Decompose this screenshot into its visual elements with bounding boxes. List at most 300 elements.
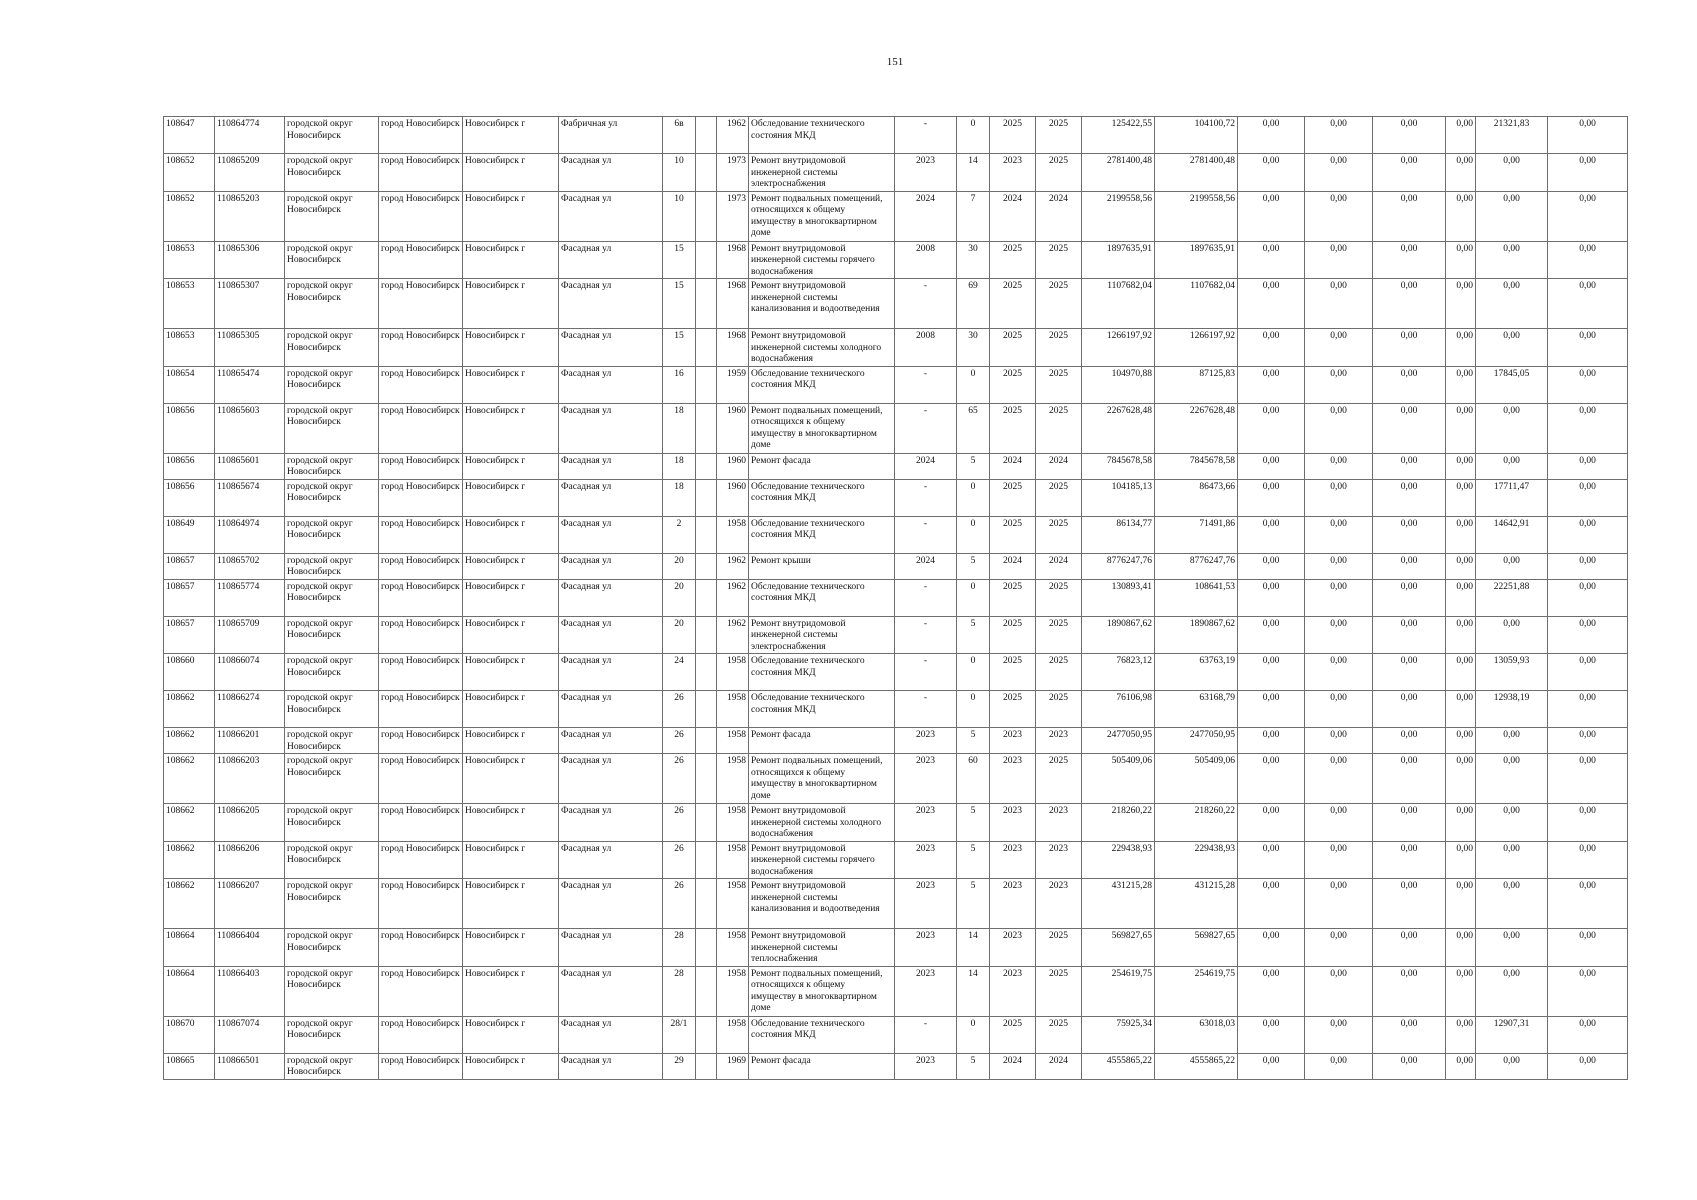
cell-extra-funds: 0,00 bbox=[1548, 191, 1628, 241]
cell-plan-end-year: 2024 bbox=[1036, 191, 1082, 241]
cell-local-funds: 0,00 bbox=[1373, 579, 1446, 616]
cell-last-repair-year: 2023 bbox=[895, 966, 957, 1016]
cell-settlement: город Новосибирск bbox=[379, 728, 463, 754]
cell-work-type: Обследование технического состояния МКД bbox=[749, 366, 895, 403]
cell-municipality: городской округ Новосибирск bbox=[285, 154, 379, 192]
cell-fund-cost: 2267628,48 bbox=[1155, 403, 1238, 453]
cell-total-cost: 4555865,22 bbox=[1082, 1053, 1155, 1079]
cell-build-year: 1958 bbox=[717, 1016, 749, 1053]
cell-last-repair-year: 2008 bbox=[895, 241, 957, 279]
cell-object-id: 110865601 bbox=[215, 453, 285, 479]
cell-federal-funds: 0,00 bbox=[1238, 579, 1305, 616]
cell-fund-cost: 1107682,04 bbox=[1155, 279, 1238, 329]
cell-federal-funds: 0,00 bbox=[1238, 728, 1305, 754]
cell-extra-funds: 0,00 bbox=[1548, 804, 1628, 842]
cell-plan-end-year: 2023 bbox=[1036, 879, 1082, 929]
cell-locality: Новосибирск г bbox=[463, 728, 559, 754]
cell-plan-start-year: 2025 bbox=[990, 241, 1036, 279]
cell-work-type: Ремонт подвальных помещений, относящихся к общему имуществу в многоквартирном доме bbox=[749, 754, 895, 804]
cell-wear-percent: 69 bbox=[957, 279, 990, 329]
cell-street: Фасадная ул bbox=[559, 1016, 663, 1053]
cell-fund-cost: 71491,86 bbox=[1155, 516, 1238, 553]
cell-fund-cost: 63018,03 bbox=[1155, 1016, 1238, 1053]
cell-regional-funds: 0,00 bbox=[1305, 929, 1373, 967]
cell-municipality: городской округ Новосибирск bbox=[285, 241, 379, 279]
cell-plan-start-year: 2024 bbox=[990, 1053, 1036, 1079]
cell-federal-funds: 0,00 bbox=[1238, 117, 1305, 154]
cell-regional-funds: 0,00 bbox=[1305, 754, 1373, 804]
cell-federal-funds: 0,00 bbox=[1238, 154, 1305, 192]
cell-build-year: 1960 bbox=[717, 403, 749, 453]
cell-work-type: Ремонт подвальных помещений, относящихся к общему имуществу в многоквартирном доме bbox=[749, 403, 895, 453]
cell-object-id: 110865305 bbox=[215, 329, 285, 367]
cell-house-number: 10 bbox=[663, 154, 696, 192]
cell-total-cost: 75925,34 bbox=[1082, 1016, 1155, 1053]
cell-last-repair-year: - bbox=[895, 279, 957, 329]
cell-local-funds: 0,00 bbox=[1373, 479, 1446, 516]
cell-object-id: 110865306 bbox=[215, 241, 285, 279]
cell-municipality: городской округ Новосибирск bbox=[285, 329, 379, 367]
table-body bbox=[164, 117, 1628, 1080]
cell-street: Фасадная ул bbox=[559, 191, 663, 241]
cell-extra-funds: 0,00 bbox=[1548, 616, 1628, 654]
cell-local-funds: 0,00 bbox=[1373, 191, 1446, 241]
cell-wear-percent: 0 bbox=[957, 366, 990, 403]
cell-last-repair-year: - bbox=[895, 616, 957, 654]
cell-federal-funds: 0,00 bbox=[1238, 279, 1305, 329]
cell-total-cost: 1890867,62 bbox=[1082, 616, 1155, 654]
cell-owner-funds: 21321,83 bbox=[1476, 117, 1548, 154]
cell-plan-start-year: 2023 bbox=[990, 879, 1036, 929]
cell-street: Фасадная ул bbox=[559, 804, 663, 842]
cell-build-year: 1973 bbox=[717, 191, 749, 241]
cell-total-cost: 229438,93 bbox=[1082, 841, 1155, 879]
cell-house-id: 108652 bbox=[164, 191, 215, 241]
cell-municipality: городской округ Новосибирск bbox=[285, 728, 379, 754]
cell-street: Фасадная ул bbox=[559, 1053, 663, 1079]
cell-settlement: город Новосибирск bbox=[379, 1016, 463, 1053]
cell-object-id: 110864774 bbox=[215, 117, 285, 154]
cell-local-funds: 0,00 bbox=[1373, 329, 1446, 367]
cell-owner-funds: 17711,47 bbox=[1476, 479, 1548, 516]
cell-settlement: город Новосибирск bbox=[379, 929, 463, 967]
cell-house-id: 108670 bbox=[164, 1016, 215, 1053]
cell-total-cost: 2477050,95 bbox=[1082, 728, 1155, 754]
cell-owner-funds: 0,00 bbox=[1476, 241, 1548, 279]
cell-object-id: 110865674 bbox=[215, 479, 285, 516]
cell-settlement: город Новосибирск bbox=[379, 279, 463, 329]
cell-fund-cost: 108641,53 bbox=[1155, 579, 1238, 616]
cell-plan-start-year: 2025 bbox=[990, 654, 1036, 691]
cell-object-id: 110865307 bbox=[215, 279, 285, 329]
cell-other-funds: 0,00 bbox=[1446, 966, 1476, 1016]
cell-building bbox=[696, 553, 717, 579]
cell-local-funds: 0,00 bbox=[1373, 366, 1446, 403]
cell-wear-percent: 0 bbox=[957, 516, 990, 553]
cell-total-cost: 76823,12 bbox=[1082, 654, 1155, 691]
cell-locality: Новосибирск г bbox=[463, 117, 559, 154]
cell-fund-cost: 86473,66 bbox=[1155, 479, 1238, 516]
cell-settlement: город Новосибирск bbox=[379, 191, 463, 241]
cell-extra-funds: 0,00 bbox=[1548, 1053, 1628, 1079]
cell-last-repair-year: 2023 bbox=[895, 841, 957, 879]
cell-extra-funds: 0,00 bbox=[1548, 691, 1628, 728]
cell-fund-cost: 2781400,48 bbox=[1155, 154, 1238, 192]
cell-house-id: 108665 bbox=[164, 1053, 215, 1079]
cell-settlement: город Новосибирск bbox=[379, 879, 463, 929]
cell-object-id: 110866203 bbox=[215, 754, 285, 804]
cell-regional-funds: 0,00 bbox=[1305, 804, 1373, 842]
cell-building bbox=[696, 191, 717, 241]
cell-fund-cost: 87125,83 bbox=[1155, 366, 1238, 403]
cell-fund-cost: 229438,93 bbox=[1155, 841, 1238, 879]
cell-extra-funds: 0,00 bbox=[1548, 516, 1628, 553]
cell-object-id: 110865209 bbox=[215, 154, 285, 192]
cell-locality: Новосибирск г bbox=[463, 579, 559, 616]
cell-plan-start-year: 2025 bbox=[990, 1016, 1036, 1053]
cell-plan-start-year: 2025 bbox=[990, 616, 1036, 654]
cell-other-funds: 0,00 bbox=[1446, 728, 1476, 754]
cell-total-cost: 2267628,48 bbox=[1082, 403, 1155, 453]
cell-last-repair-year: 2008 bbox=[895, 329, 957, 367]
cell-object-id: 110866404 bbox=[215, 929, 285, 967]
cell-regional-funds: 0,00 bbox=[1305, 691, 1373, 728]
cell-wear-percent: 5 bbox=[957, 804, 990, 842]
cell-fund-cost: 8776247,76 bbox=[1155, 553, 1238, 579]
cell-wear-percent: 5 bbox=[957, 453, 990, 479]
cell-other-funds: 0,00 bbox=[1446, 579, 1476, 616]
cell-municipality: городской округ Новосибирск bbox=[285, 516, 379, 553]
cell-object-id: 110866403 bbox=[215, 966, 285, 1016]
table-row bbox=[164, 241, 1628, 279]
cell-locality: Новосибирск г bbox=[463, 366, 559, 403]
capital-repair-table bbox=[163, 116, 1628, 1080]
cell-extra-funds: 0,00 bbox=[1548, 1016, 1628, 1053]
cell-municipality: городской округ Новосибирск bbox=[285, 804, 379, 842]
cell-extra-funds: 0,00 bbox=[1548, 966, 1628, 1016]
cell-street: Фасадная ул bbox=[559, 279, 663, 329]
cell-total-cost: 8776247,76 bbox=[1082, 553, 1155, 579]
cell-house-number: 15 bbox=[663, 279, 696, 329]
cell-settlement: город Новосибирск bbox=[379, 754, 463, 804]
cell-other-funds: 0,00 bbox=[1446, 191, 1476, 241]
cell-other-funds: 0,00 bbox=[1446, 691, 1476, 728]
cell-plan-start-year: 2025 bbox=[990, 117, 1036, 154]
cell-last-repair-year: 2023 bbox=[895, 154, 957, 192]
cell-owner-funds: 0,00 bbox=[1476, 191, 1548, 241]
cell-settlement: город Новосибирск bbox=[379, 654, 463, 691]
cell-owner-funds: 0,00 bbox=[1476, 279, 1548, 329]
cell-building bbox=[696, 754, 717, 804]
cell-total-cost: 130893,41 bbox=[1082, 579, 1155, 616]
cell-owner-funds: 0,00 bbox=[1476, 616, 1548, 654]
cell-locality: Новосибирск г bbox=[463, 804, 559, 842]
cell-federal-funds: 0,00 bbox=[1238, 191, 1305, 241]
cell-total-cost: 254619,75 bbox=[1082, 966, 1155, 1016]
table-row bbox=[164, 1016, 1628, 1053]
cell-owner-funds: 0,00 bbox=[1476, 841, 1548, 879]
cell-house-id: 108654 bbox=[164, 366, 215, 403]
cell-fund-cost: 254619,75 bbox=[1155, 966, 1238, 1016]
cell-wear-percent: 0 bbox=[957, 117, 990, 154]
cell-house-number: 26 bbox=[663, 691, 696, 728]
cell-building bbox=[696, 841, 717, 879]
table-row bbox=[164, 754, 1628, 804]
cell-wear-percent: 0 bbox=[957, 654, 990, 691]
cell-last-repair-year: - bbox=[895, 691, 957, 728]
cell-other-funds: 0,00 bbox=[1446, 1016, 1476, 1053]
cell-work-type: Обследование технического состояния МКД bbox=[749, 117, 895, 154]
cell-municipality: городской округ Новосибирск bbox=[285, 479, 379, 516]
cell-work-type: Ремонт внутридомовой инженерной системы канализования и водоотведения bbox=[749, 279, 895, 329]
cell-wear-percent: 14 bbox=[957, 966, 990, 1016]
cell-building bbox=[696, 329, 717, 367]
cell-wear-percent: 5 bbox=[957, 1053, 990, 1079]
cell-other-funds: 0,00 bbox=[1446, 754, 1476, 804]
cell-plan-end-year: 2025 bbox=[1036, 691, 1082, 728]
cell-build-year: 1968 bbox=[717, 329, 749, 367]
cell-owner-funds: 0,00 bbox=[1476, 154, 1548, 192]
cell-federal-funds: 0,00 bbox=[1238, 1053, 1305, 1079]
cell-owner-funds: 13059,93 bbox=[1476, 654, 1548, 691]
cell-regional-funds: 0,00 bbox=[1305, 841, 1373, 879]
cell-municipality: городской округ Новосибирск bbox=[285, 191, 379, 241]
cell-house-id: 108662 bbox=[164, 691, 215, 728]
cell-extra-funds: 0,00 bbox=[1548, 929, 1628, 967]
cell-local-funds: 0,00 bbox=[1373, 966, 1446, 1016]
cell-work-type: Обследование технического состояния МКД bbox=[749, 654, 895, 691]
cell-street: Фасадная ул bbox=[559, 516, 663, 553]
cell-plan-end-year: 2025 bbox=[1036, 616, 1082, 654]
cell-local-funds: 0,00 bbox=[1373, 929, 1446, 967]
cell-federal-funds: 0,00 bbox=[1238, 453, 1305, 479]
cell-settlement: город Новосибирск bbox=[379, 841, 463, 879]
cell-federal-funds: 0,00 bbox=[1238, 966, 1305, 1016]
cell-last-repair-year: 2023 bbox=[895, 929, 957, 967]
table-row bbox=[164, 516, 1628, 553]
cell-work-type: Ремонт внутридомовой инженерной системы электроснабжения bbox=[749, 616, 895, 654]
cell-plan-end-year: 2023 bbox=[1036, 804, 1082, 842]
cell-wear-percent: 14 bbox=[957, 929, 990, 967]
cell-other-funds: 0,00 bbox=[1446, 553, 1476, 579]
cell-building bbox=[696, 453, 717, 479]
cell-plan-start-year: 2025 bbox=[990, 479, 1036, 516]
cell-owner-funds: 0,00 bbox=[1476, 1053, 1548, 1079]
cell-regional-funds: 0,00 bbox=[1305, 728, 1373, 754]
table-row bbox=[164, 929, 1628, 967]
cell-fund-cost: 505409,06 bbox=[1155, 754, 1238, 804]
cell-plan-start-year: 2024 bbox=[990, 453, 1036, 479]
cell-owner-funds: 0,00 bbox=[1476, 329, 1548, 367]
cell-work-type: Ремонт крыши bbox=[749, 553, 895, 579]
cell-other-funds: 0,00 bbox=[1446, 616, 1476, 654]
cell-locality: Новосибирск г bbox=[463, 879, 559, 929]
cell-other-funds: 0,00 bbox=[1446, 154, 1476, 192]
cell-municipality: городской округ Новосибирск bbox=[285, 117, 379, 154]
cell-municipality: городской округ Новосибирск bbox=[285, 754, 379, 804]
cell-house-id: 108653 bbox=[164, 329, 215, 367]
cell-wear-percent: 5 bbox=[957, 841, 990, 879]
cell-build-year: 1962 bbox=[717, 117, 749, 154]
cell-regional-funds: 0,00 bbox=[1305, 553, 1373, 579]
cell-other-funds: 0,00 bbox=[1446, 879, 1476, 929]
cell-work-type: Ремонт подвальных помещений, относящихся к общему имуществу в многоквартирном доме bbox=[749, 191, 895, 241]
cell-plan-start-year: 2023 bbox=[990, 154, 1036, 192]
cell-building bbox=[696, 1016, 717, 1053]
cell-object-id: 110865702 bbox=[215, 553, 285, 579]
table-row bbox=[164, 366, 1628, 403]
cell-fund-cost: 1897635,91 bbox=[1155, 241, 1238, 279]
cell-work-type: Обследование технического состояния МКД bbox=[749, 516, 895, 553]
cell-total-cost: 125422,55 bbox=[1082, 117, 1155, 154]
cell-federal-funds: 0,00 bbox=[1238, 403, 1305, 453]
cell-owner-funds: 12907,31 bbox=[1476, 1016, 1548, 1053]
cell-street: Фасадная ул bbox=[559, 728, 663, 754]
cell-house-id: 108656 bbox=[164, 479, 215, 516]
cell-regional-funds: 0,00 bbox=[1305, 1053, 1373, 1079]
cell-owner-funds: 0,00 bbox=[1476, 804, 1548, 842]
cell-last-repair-year: 2023 bbox=[895, 1053, 957, 1079]
cell-building bbox=[696, 929, 717, 967]
cell-other-funds: 0,00 bbox=[1446, 841, 1476, 879]
cell-regional-funds: 0,00 bbox=[1305, 654, 1373, 691]
cell-fund-cost: 1890867,62 bbox=[1155, 616, 1238, 654]
cell-settlement: город Новосибирск bbox=[379, 241, 463, 279]
cell-wear-percent: 14 bbox=[957, 154, 990, 192]
cell-fund-cost: 63763,19 bbox=[1155, 654, 1238, 691]
cell-object-id: 110865474 bbox=[215, 366, 285, 403]
cell-object-id: 110865603 bbox=[215, 403, 285, 453]
cell-building bbox=[696, 366, 717, 403]
cell-house-id: 108662 bbox=[164, 879, 215, 929]
cell-last-repair-year: 2024 bbox=[895, 553, 957, 579]
cell-local-funds: 0,00 bbox=[1373, 516, 1446, 553]
cell-municipality: городской округ Новосибирск bbox=[285, 966, 379, 1016]
cell-last-repair-year: 2023 bbox=[895, 804, 957, 842]
cell-federal-funds: 0,00 bbox=[1238, 691, 1305, 728]
cell-plan-end-year: 2025 bbox=[1036, 754, 1082, 804]
cell-local-funds: 0,00 bbox=[1373, 279, 1446, 329]
cell-settlement: город Новосибирск bbox=[379, 117, 463, 154]
cell-plan-end-year: 2023 bbox=[1036, 728, 1082, 754]
cell-other-funds: 0,00 bbox=[1446, 929, 1476, 967]
cell-local-funds: 0,00 bbox=[1373, 154, 1446, 192]
cell-extra-funds: 0,00 bbox=[1548, 879, 1628, 929]
cell-plan-start-year: 2023 bbox=[990, 966, 1036, 1016]
cell-fund-cost: 7845678,58 bbox=[1155, 453, 1238, 479]
cell-regional-funds: 0,00 bbox=[1305, 241, 1373, 279]
cell-object-id: 110865709 bbox=[215, 616, 285, 654]
cell-wear-percent: 65 bbox=[957, 403, 990, 453]
cell-federal-funds: 0,00 bbox=[1238, 879, 1305, 929]
cell-locality: Новосибирск г bbox=[463, 754, 559, 804]
cell-local-funds: 0,00 bbox=[1373, 841, 1446, 879]
cell-wear-percent: 7 bbox=[957, 191, 990, 241]
cell-house-id: 108652 bbox=[164, 154, 215, 192]
cell-street: Фасадная ул bbox=[559, 366, 663, 403]
cell-municipality: городской округ Новосибирск bbox=[285, 1016, 379, 1053]
cell-wear-percent: 5 bbox=[957, 728, 990, 754]
cell-fund-cost: 63168,79 bbox=[1155, 691, 1238, 728]
cell-build-year: 1958 bbox=[717, 516, 749, 553]
cell-house-number: 15 bbox=[663, 329, 696, 367]
cell-work-type: Ремонт фасада bbox=[749, 728, 895, 754]
cell-extra-funds: 0,00 bbox=[1548, 453, 1628, 479]
cell-plan-start-year: 2025 bbox=[990, 579, 1036, 616]
cell-house-id: 108657 bbox=[164, 579, 215, 616]
cell-fund-cost: 431215,28 bbox=[1155, 879, 1238, 929]
cell-other-funds: 0,00 bbox=[1446, 403, 1476, 453]
cell-building bbox=[696, 691, 717, 728]
cell-house-id: 108662 bbox=[164, 804, 215, 842]
cell-work-type: Ремонт внутридомовой инженерной системы электроснабжения bbox=[749, 154, 895, 192]
cell-regional-funds: 0,00 bbox=[1305, 616, 1373, 654]
cell-municipality: городской округ Новосибирск bbox=[285, 654, 379, 691]
cell-settlement: город Новосибирск bbox=[379, 1053, 463, 1079]
cell-plan-end-year: 2025 bbox=[1036, 479, 1082, 516]
cell-other-funds: 0,00 bbox=[1446, 654, 1476, 691]
cell-regional-funds: 0,00 bbox=[1305, 329, 1373, 367]
table-row bbox=[164, 841, 1628, 879]
cell-locality: Новосибирск г bbox=[463, 154, 559, 192]
cell-regional-funds: 0,00 bbox=[1305, 1016, 1373, 1053]
cell-last-repair-year: - bbox=[895, 479, 957, 516]
cell-regional-funds: 0,00 bbox=[1305, 516, 1373, 553]
cell-plan-end-year: 2025 bbox=[1036, 516, 1082, 553]
cell-work-type: Ремонт внутридомовой инженерной системы холодного водоснабжения bbox=[749, 329, 895, 367]
cell-street: Фасадная ул bbox=[559, 754, 663, 804]
cell-locality: Новосибирск г bbox=[463, 479, 559, 516]
cell-settlement: город Новосибирск bbox=[379, 579, 463, 616]
cell-fund-cost: 4555865,22 bbox=[1155, 1053, 1238, 1079]
cell-settlement: город Новосибирск bbox=[379, 453, 463, 479]
cell-local-funds: 0,00 bbox=[1373, 691, 1446, 728]
cell-regional-funds: 0,00 bbox=[1305, 117, 1373, 154]
cell-building bbox=[696, 579, 717, 616]
cell-plan-end-year: 2024 bbox=[1036, 1053, 1082, 1079]
cell-street: Фасадная ул bbox=[559, 453, 663, 479]
cell-total-cost: 1266197,92 bbox=[1082, 329, 1155, 367]
cell-settlement: город Новосибирск bbox=[379, 966, 463, 1016]
cell-locality: Новосибирск г bbox=[463, 553, 559, 579]
cell-last-repair-year: 2024 bbox=[895, 191, 957, 241]
cell-owner-funds: 0,00 bbox=[1476, 929, 1548, 967]
cell-work-type: Обследование технического состояния МКД bbox=[749, 479, 895, 516]
table-row bbox=[164, 553, 1628, 579]
cell-last-repair-year: 2023 bbox=[895, 754, 957, 804]
cell-settlement: город Новосибирск bbox=[379, 329, 463, 367]
cell-plan-start-year: 2024 bbox=[990, 191, 1036, 241]
cell-locality: Новосибирск г bbox=[463, 616, 559, 654]
cell-house-id: 108653 bbox=[164, 279, 215, 329]
cell-regional-funds: 0,00 bbox=[1305, 879, 1373, 929]
cell-house-number: 26 bbox=[663, 728, 696, 754]
cell-street: Фасадная ул bbox=[559, 654, 663, 691]
cell-building bbox=[696, 479, 717, 516]
cell-build-year: 1962 bbox=[717, 553, 749, 579]
cell-house-number: 2 bbox=[663, 516, 696, 553]
cell-plan-start-year: 2025 bbox=[990, 366, 1036, 403]
cell-house-number: 24 bbox=[663, 654, 696, 691]
cell-federal-funds: 0,00 bbox=[1238, 929, 1305, 967]
cell-house-number: 26 bbox=[663, 879, 696, 929]
cell-house-id: 108662 bbox=[164, 754, 215, 804]
cell-total-cost: 218260,22 bbox=[1082, 804, 1155, 842]
cell-plan-start-year: 2025 bbox=[990, 516, 1036, 553]
cell-street: Фасадная ул bbox=[559, 841, 663, 879]
cell-object-id: 110866274 bbox=[215, 691, 285, 728]
cell-municipality: городской округ Новосибирск bbox=[285, 403, 379, 453]
